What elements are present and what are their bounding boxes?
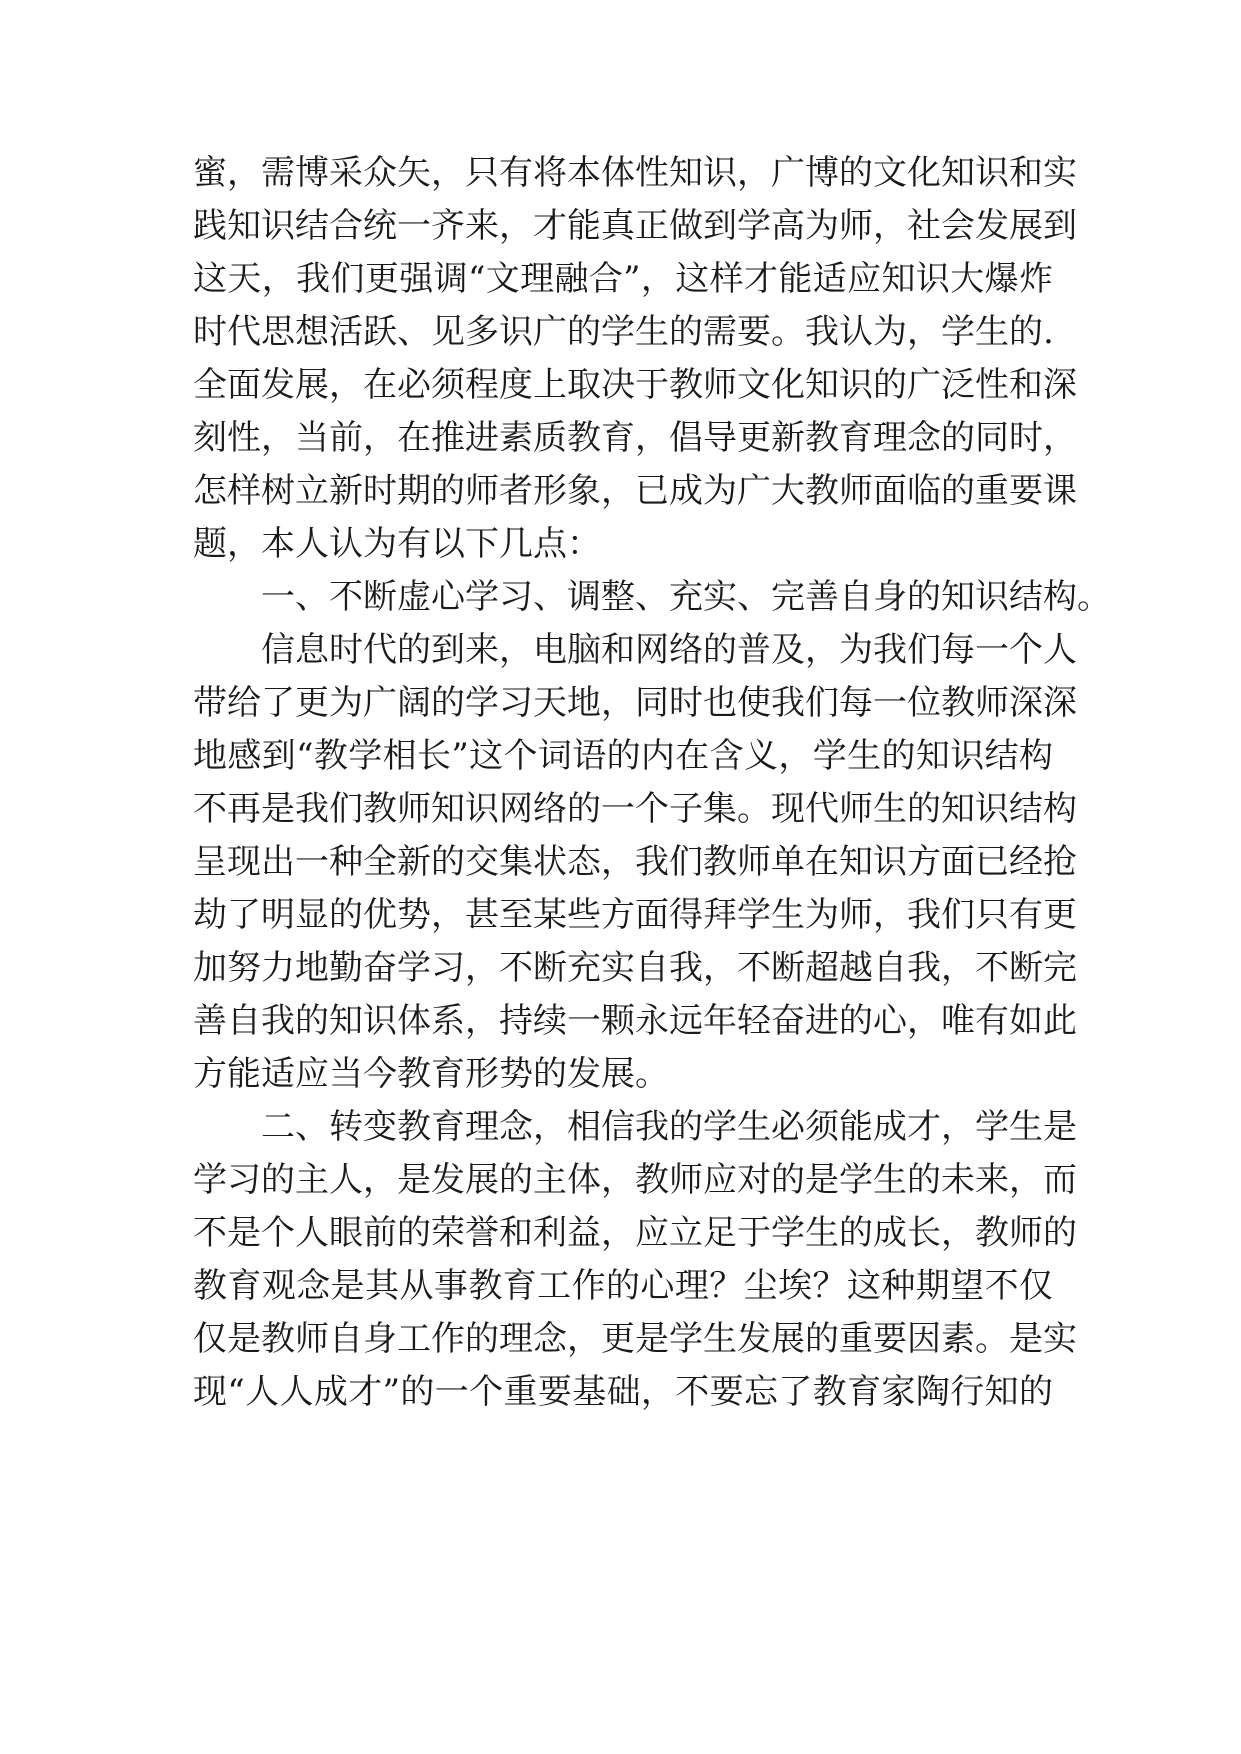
text-line: 怎样树立新时期的师者形象，已成为广大教师面临的重要课 — [193, 471, 1077, 511]
text-line: 呈现出一种全新的交集状态，我们教师单在知识方面已经抢 — [193, 842, 1077, 882]
text-line: 善自我的知识体系，持续一颗永远年轻奋进的心，唯有如此 — [193, 1001, 1077, 1041]
text-line: 加努力地勤奋学习，不断充实自我，不断超越自我，不断完 — [193, 948, 1077, 988]
text-line: 学习的主人，是发展的主体，教师应对的是学生的未来，而 — [193, 1160, 1077, 1200]
section-heading: 二、转变教育理念，相信我的学生必须能成才，学生是 — [261, 1107, 1077, 1147]
text-line: 教育观念是其从事教育工作的心理？尘埃？这种期望不仅 — [193, 1266, 1053, 1306]
text-line: 现“人人成才”的一个重要基础，不要忘了教育家陶行知的 — [193, 1372, 1053, 1412]
text-line: 全面发展，在必须程度上取决于教师文化知识的广泛性和深 — [193, 365, 1077, 405]
section-heading: 一、不断虚心学习、调整、充实、完善自身的知识结构。 — [261, 577, 1111, 617]
text-line: 刻性，当前，在推进素质教育，倡导更新教育理念的同时， — [193, 418, 1077, 458]
text-line: 方能适应当今教育形势的发展。 — [193, 1054, 669, 1094]
text-line: 劫了明显的优势，甚至某些方面得拜学生为师，我们只有更 — [193, 895, 1077, 935]
text-line: 不再是我们教师知识网络的一个子集。现代师生的知识结构 — [193, 789, 1077, 829]
text-line: 这天，我们更强调“文理融合”，这样才能适应知识大爆炸 — [193, 259, 1053, 299]
text-line: 信息时代的到来，电脑和网络的普及，为我们每一个人 — [261, 630, 1077, 670]
text-line: 带给了更为广阔的学习天地，同时也使我们每一位教师深深 — [193, 683, 1077, 723]
text-line: 地感到“教学相长”这个词语的内在含义，学生的知识结构 — [193, 736, 1053, 776]
text-line: 时代思想活跃、见多识广的学生的需要。我认为，学生的. — [193, 312, 1054, 352]
text-line: 不是个人眼前的荣誉和利益，应立足于学生的成长，教师的 — [193, 1213, 1077, 1253]
text-line: 践知识结合统一齐来，才能真正做到学高为师，社会发展到 — [193, 206, 1077, 246]
text-line: 题，本人认为有以下几点： — [193, 524, 601, 564]
text-line: 蜜，需博采众矢，只有将本体性知识，广博的文化知识和实 — [193, 153, 1077, 193]
text-line: 仅是教师自身工作的理念，更是学生发展的重要因素。是实 — [193, 1319, 1077, 1359]
